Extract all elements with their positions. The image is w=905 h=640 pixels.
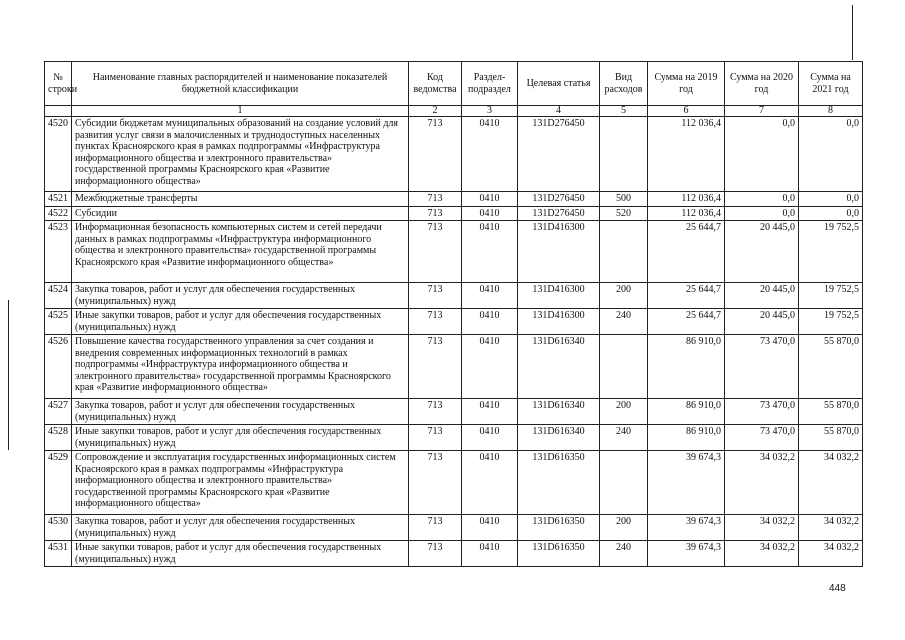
row-dept-code: 713 (409, 309, 462, 335)
header-sum-2020: Сумма на 2020 год (725, 62, 799, 106)
table-row (45, 541, 863, 567)
row-article: 131D416300 (518, 309, 600, 335)
row-article: 131D616350 (518, 451, 600, 515)
row-expense-type: 200 (600, 515, 648, 541)
row-section: 0410 (462, 335, 518, 399)
row-sum-2021: 0,0 (799, 192, 863, 207)
row-section: 0410 (462, 541, 518, 567)
row-name: Субсидии (72, 206, 409, 221)
column-number: 3 (462, 106, 518, 117)
header-sum-2021: Сумма на 2021 год (799, 62, 863, 106)
table-row (45, 283, 863, 309)
row-expense-type: 500 (600, 192, 648, 207)
row-number: 4521 (45, 192, 72, 207)
row-name: Повышение качества государственного управления за счет создания и внедрения современных информационных технологий в рамках подпрограммы «Инфраструктура информационного общества и электронного правительства» государственной программы Красноярского края «Развитие информационного общества» (72, 335, 409, 399)
row-sum-2021: 55 870,0 (799, 335, 863, 399)
row-sum-2021: 55 870,0 (799, 425, 863, 451)
column-number (45, 106, 72, 117)
row-section: 0410 (462, 206, 518, 221)
row-article: 131D276450 (518, 192, 600, 207)
row-sum-2021: 34 032,2 (799, 451, 863, 515)
row-sum-2020: 20 445,0 (725, 221, 799, 283)
row-name: Иные закупки товаров, работ и услуг для обеспечения государственных (муниципальных) нужд (72, 541, 409, 567)
row-number: 4530 (45, 515, 72, 541)
row-dept-code: 713 (409, 221, 462, 283)
row-expense-type (600, 335, 648, 399)
header-name: Наименование главных распорядителей и наименование показателей бюджетной классификации (72, 62, 409, 106)
row-expense-type (600, 117, 648, 192)
row-sum-2020: 34 032,2 (725, 515, 799, 541)
row-section: 0410 (462, 283, 518, 309)
row-sum-2019: 39 674,3 (648, 541, 725, 567)
column-number: 6 (648, 106, 725, 117)
row-expense-type: 240 (600, 309, 648, 335)
row-sum-2021: 19 752,5 (799, 221, 863, 283)
column-number: 4 (518, 106, 600, 117)
row-sum-2019: 39 674,3 (648, 451, 725, 515)
row-name: Закупка товаров, работ и услуг для обеспечения государственных (муниципальных) нужд (72, 283, 409, 309)
row-sum-2019: 86 910,0 (648, 399, 725, 425)
row-article: 131D616340 (518, 425, 600, 451)
row-sum-2019: 25 644,7 (648, 221, 725, 283)
header-section: Раздел-подраздел (462, 62, 518, 106)
row-article: 131D416300 (518, 221, 600, 283)
row-number: 4524 (45, 283, 72, 309)
row-expense-type: 520 (600, 206, 648, 221)
table-row (45, 117, 863, 192)
row-sum-2021: 0,0 (799, 206, 863, 221)
row-sum-2020: 34 032,2 (725, 541, 799, 567)
row-sum-2020: 20 445,0 (725, 309, 799, 335)
row-number: 4520 (45, 117, 72, 192)
row-dept-code: 713 (409, 451, 462, 515)
column-number: 1 (72, 106, 409, 117)
row-expense-type: 200 (600, 399, 648, 425)
row-section: 0410 (462, 309, 518, 335)
row-dept-code: 713 (409, 335, 462, 399)
row-section: 0410 (462, 117, 518, 192)
row-article: 131D276450 (518, 206, 600, 221)
row-name: Иные закупки товаров, работ и услуг для обеспечения государственных (муниципальных) нужд (72, 309, 409, 335)
row-name: Иные закупки товаров, работ и услуг для обеспечения государственных (муниципальных) нужд (72, 425, 409, 451)
table-row (45, 221, 863, 283)
row-expense-type (600, 451, 648, 515)
row-article: 131D616340 (518, 335, 600, 399)
row-sum-2019: 39 674,3 (648, 515, 725, 541)
row-dept-code: 713 (409, 425, 462, 451)
row-dept-code: 713 (409, 541, 462, 567)
row-section: 0410 (462, 515, 518, 541)
row-section: 0410 (462, 192, 518, 207)
row-number: 4529 (45, 451, 72, 515)
row-expense-type (600, 221, 648, 283)
table-row (45, 206, 863, 221)
row-sum-2020: 0,0 (725, 192, 799, 207)
row-sum-2019: 86 910,0 (648, 425, 725, 451)
row-sum-2021: 55 870,0 (799, 399, 863, 425)
row-number: 4522 (45, 206, 72, 221)
table-row (45, 425, 863, 451)
header-sum-2019: Сумма на 2019 год (648, 62, 725, 106)
row-number: 4523 (45, 221, 72, 283)
row-sum-2019: 112 036,4 (648, 206, 725, 221)
column-number: 7 (725, 106, 799, 117)
row-dept-code: 713 (409, 192, 462, 207)
table-row (45, 399, 863, 425)
header-row-number: № строки (45, 62, 72, 106)
row-sum-2019: 25 644,7 (648, 309, 725, 335)
row-expense-type: 200 (600, 283, 648, 309)
row-number: 4531 (45, 541, 72, 567)
row-sum-2021: 0,0 (799, 117, 863, 192)
row-expense-type: 240 (600, 425, 648, 451)
scan-edge-mark-right (852, 5, 853, 60)
header-dept-code: Код ведомства (409, 62, 462, 106)
header-article: Целевая статья (518, 62, 600, 106)
row-sum-2021: 34 032,2 (799, 515, 863, 541)
scan-edge-mark-left (8, 300, 9, 450)
row-section: 0410 (462, 451, 518, 515)
row-article: 131D616350 (518, 515, 600, 541)
row-sum-2021: 19 752,5 (799, 309, 863, 335)
row-section: 0410 (462, 399, 518, 425)
row-expense-type: 240 (600, 541, 648, 567)
row-article: 131D416300 (518, 283, 600, 309)
row-section: 0410 (462, 221, 518, 283)
table-row (45, 515, 863, 541)
table-row (45, 451, 863, 515)
page-number: 448 (829, 583, 846, 594)
table-row (45, 192, 863, 207)
row-number: 4525 (45, 309, 72, 335)
row-number: 4527 (45, 399, 72, 425)
row-sum-2019: 25 644,7 (648, 283, 725, 309)
row-number: 4526 (45, 335, 72, 399)
row-dept-code: 713 (409, 283, 462, 309)
row-sum-2019: 112 036,4 (648, 192, 725, 207)
column-number-row (45, 106, 863, 117)
row-sum-2020: 0,0 (725, 206, 799, 221)
row-article: 131D616340 (518, 399, 600, 425)
row-name: Информационная безопасность компьютерных систем и сетей передачи данных в рамках подпрограммы «Инфраструктура информационного общества и электронного правительства» государственной программы Красноярского края «Развитие информационного общества» (72, 221, 409, 283)
row-sum-2020: 34 032,2 (725, 451, 799, 515)
row-name: Межбюджетные трансферты (72, 192, 409, 207)
row-name: Сопровождение и эксплуатация государственных информационных систем Красноярского края в рамках подпрограммы «Инфраструктура информационного общества и электронного правительства» государственной программы Красноярского края «Развитие информационного общества» (72, 451, 409, 515)
column-number: 2 (409, 106, 462, 117)
row-dept-code: 713 (409, 515, 462, 541)
row-dept-code: 713 (409, 206, 462, 221)
budget-table (44, 61, 863, 567)
row-article: 131D276450 (518, 117, 600, 192)
row-sum-2021: 34 032,2 (799, 541, 863, 567)
row-section: 0410 (462, 425, 518, 451)
row-dept-code: 713 (409, 117, 462, 192)
column-number: 5 (600, 106, 648, 117)
column-number: 8 (799, 106, 863, 117)
row-name: Закупка товаров, работ и услуг для обеспечения государственных (муниципальных) нужд (72, 399, 409, 425)
table-row (45, 335, 863, 399)
row-sum-2021: 19 752,5 (799, 283, 863, 309)
row-sum-2020: 73 470,0 (725, 335, 799, 399)
table-row (45, 309, 863, 335)
row-sum-2019: 86 910,0 (648, 335, 725, 399)
row-sum-2020: 73 470,0 (725, 425, 799, 451)
row-dept-code: 713 (409, 399, 462, 425)
row-number: 4528 (45, 425, 72, 451)
header-expense-type: Вид расходов (600, 62, 648, 106)
row-name: Субсидии бюджетам муниципальных образований на создание условий для развития услуг связи в малочисленных и труднодоступных населенных пунктах Красноярского края в рамках подпрограммы «Инфраструктура информационного общества и электронного правительства» государственной программы Красноярского края «Развитие информационного общества» (72, 117, 409, 192)
row-sum-2020: 0,0 (725, 117, 799, 192)
row-sum-2020: 20 445,0 (725, 283, 799, 309)
row-name: Закупка товаров, работ и услуг для обеспечения государственных (муниципальных) нужд (72, 515, 409, 541)
table-header-row (45, 62, 863, 106)
row-sum-2019: 112 036,4 (648, 117, 725, 192)
row-sum-2020: 73 470,0 (725, 399, 799, 425)
row-article: 131D616350 (518, 541, 600, 567)
